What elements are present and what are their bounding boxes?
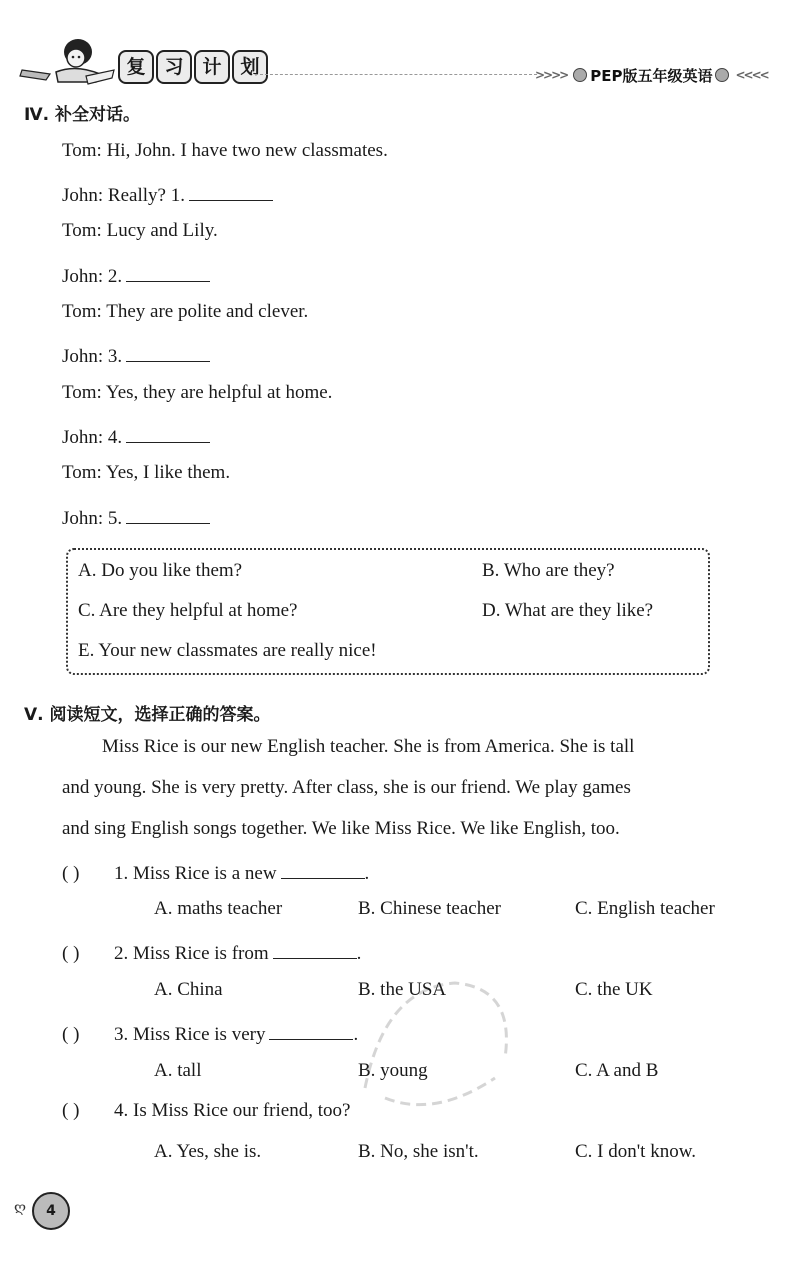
option-a: A. Do you like them?	[78, 560, 243, 581]
header-divider	[255, 74, 537, 75]
answer-blank[interactable]	[126, 503, 210, 524]
dialogue-line: John: 4.	[62, 422, 210, 449]
choice[interactable]: C. the UK	[575, 979, 653, 1000]
answer-paren[interactable]: ( )	[62, 863, 80, 884]
answer-paren[interactable]: ( )	[62, 1100, 80, 1121]
dialogue-line: Tom: They are polite and clever.	[62, 301, 309, 322]
option-b: B. Who are they?	[482, 560, 615, 581]
dialogue-line: John: Really? 1.	[62, 180, 273, 207]
plan-title	[118, 50, 268, 84]
answer-blank[interactable]	[126, 261, 210, 282]
section-5-heading: Ⅴ. 阅读短文，选择正确的答案。	[24, 705, 271, 725]
question-text: 2. Miss Rice is from	[114, 943, 269, 964]
choice[interactable]: B. No, she isn't.	[358, 1141, 479, 1162]
passage-line: and young. She is very pretty. After class, she is our friend. We play games	[62, 777, 631, 798]
option-d: D. What are they like?	[482, 600, 654, 621]
chevron-left-icon: <<<<	[735, 68, 768, 82]
circle-icon	[715, 68, 729, 82]
section-4-heading: Ⅳ. 补全对话。	[24, 105, 141, 125]
option-e: E. Your new classmates are really nice!	[78, 640, 377, 661]
answer-paren[interactable]: ( )	[62, 943, 80, 964]
title-char: 计	[194, 50, 230, 84]
question: ( ) 1. Miss Rice is a new .	[62, 858, 369, 885]
circle-icon	[573, 68, 587, 82]
choice[interactable]: C. A and B	[575, 1060, 659, 1081]
edition-badge	[532, 62, 771, 88]
answer-paren[interactable]: ( )	[62, 1024, 80, 1045]
page-header	[0, 0, 800, 95]
question-text: 4. Is Miss Rice our friend, too?	[114, 1100, 351, 1121]
passage-line: Miss Rice is our new English teacher. She is from America. She is tall	[102, 736, 635, 757]
question-text: 1. Miss Rice is a new	[114, 863, 277, 884]
choice[interactable]: A. Yes, she is.	[154, 1141, 262, 1162]
page-number	[12, 1186, 74, 1232]
question	[62, 1100, 350, 1122]
answer-blank[interactable]	[269, 1019, 353, 1040]
choice[interactable]: A. tall	[154, 1060, 202, 1081]
title-char: 习	[156, 50, 192, 84]
badge-text: PEP版五年级英语	[590, 66, 713, 85]
dialogue-line: Tom: Yes, I like them.	[62, 462, 231, 483]
chevron-right-icon: >>>>	[535, 68, 568, 82]
passage-line: and sing English songs together. We like Miss Rice. We like English, too.	[62, 818, 620, 839]
choice[interactable]: B. young	[358, 1060, 428, 1081]
answer-blank[interactable]	[189, 180, 273, 201]
apple-page-icon: 4	[32, 1192, 70, 1230]
choice[interactable]: C. I don't know.	[575, 1141, 696, 1162]
question: ( ) 2. Miss Rice is from .	[62, 938, 361, 965]
dialogue-line: Tom: Yes, they are helpful at home.	[62, 382, 333, 403]
options-box	[66, 548, 710, 675]
swirl-icon: ღ	[14, 1201, 27, 1216]
question: ( ) 3. Miss Rice is very .	[62, 1019, 358, 1046]
answer-blank[interactable]	[126, 422, 210, 443]
option-c: C. Are they helpful at home?	[78, 600, 298, 621]
choice[interactable]: A. maths teacher	[154, 898, 283, 919]
choice[interactable]: B. the USA	[358, 979, 447, 1000]
dialogue-line: John: 2.	[62, 261, 210, 288]
choice[interactable]: B. Chinese teacher	[358, 898, 501, 919]
girl-reading-icon	[16, 30, 116, 86]
dialogue-line: John: 5.	[62, 503, 210, 530]
title-char: 复	[118, 50, 154, 84]
dialogue-line: Tom: Hi, John. I have two new classmates.	[62, 140, 388, 161]
answer-blank[interactable]	[281, 858, 365, 879]
dialogue-line: John: 3.	[62, 341, 210, 368]
question-text: 3. Miss Rice is very	[114, 1024, 266, 1045]
answer-blank[interactable]	[273, 938, 357, 959]
title-char: 划	[232, 50, 268, 84]
choice[interactable]: C. English teacher	[575, 898, 715, 919]
choice[interactable]: A. China	[154, 979, 223, 1000]
dialogue-line: Tom: Lucy and Lily.	[62, 220, 218, 241]
answer-blank[interactable]	[126, 341, 210, 362]
